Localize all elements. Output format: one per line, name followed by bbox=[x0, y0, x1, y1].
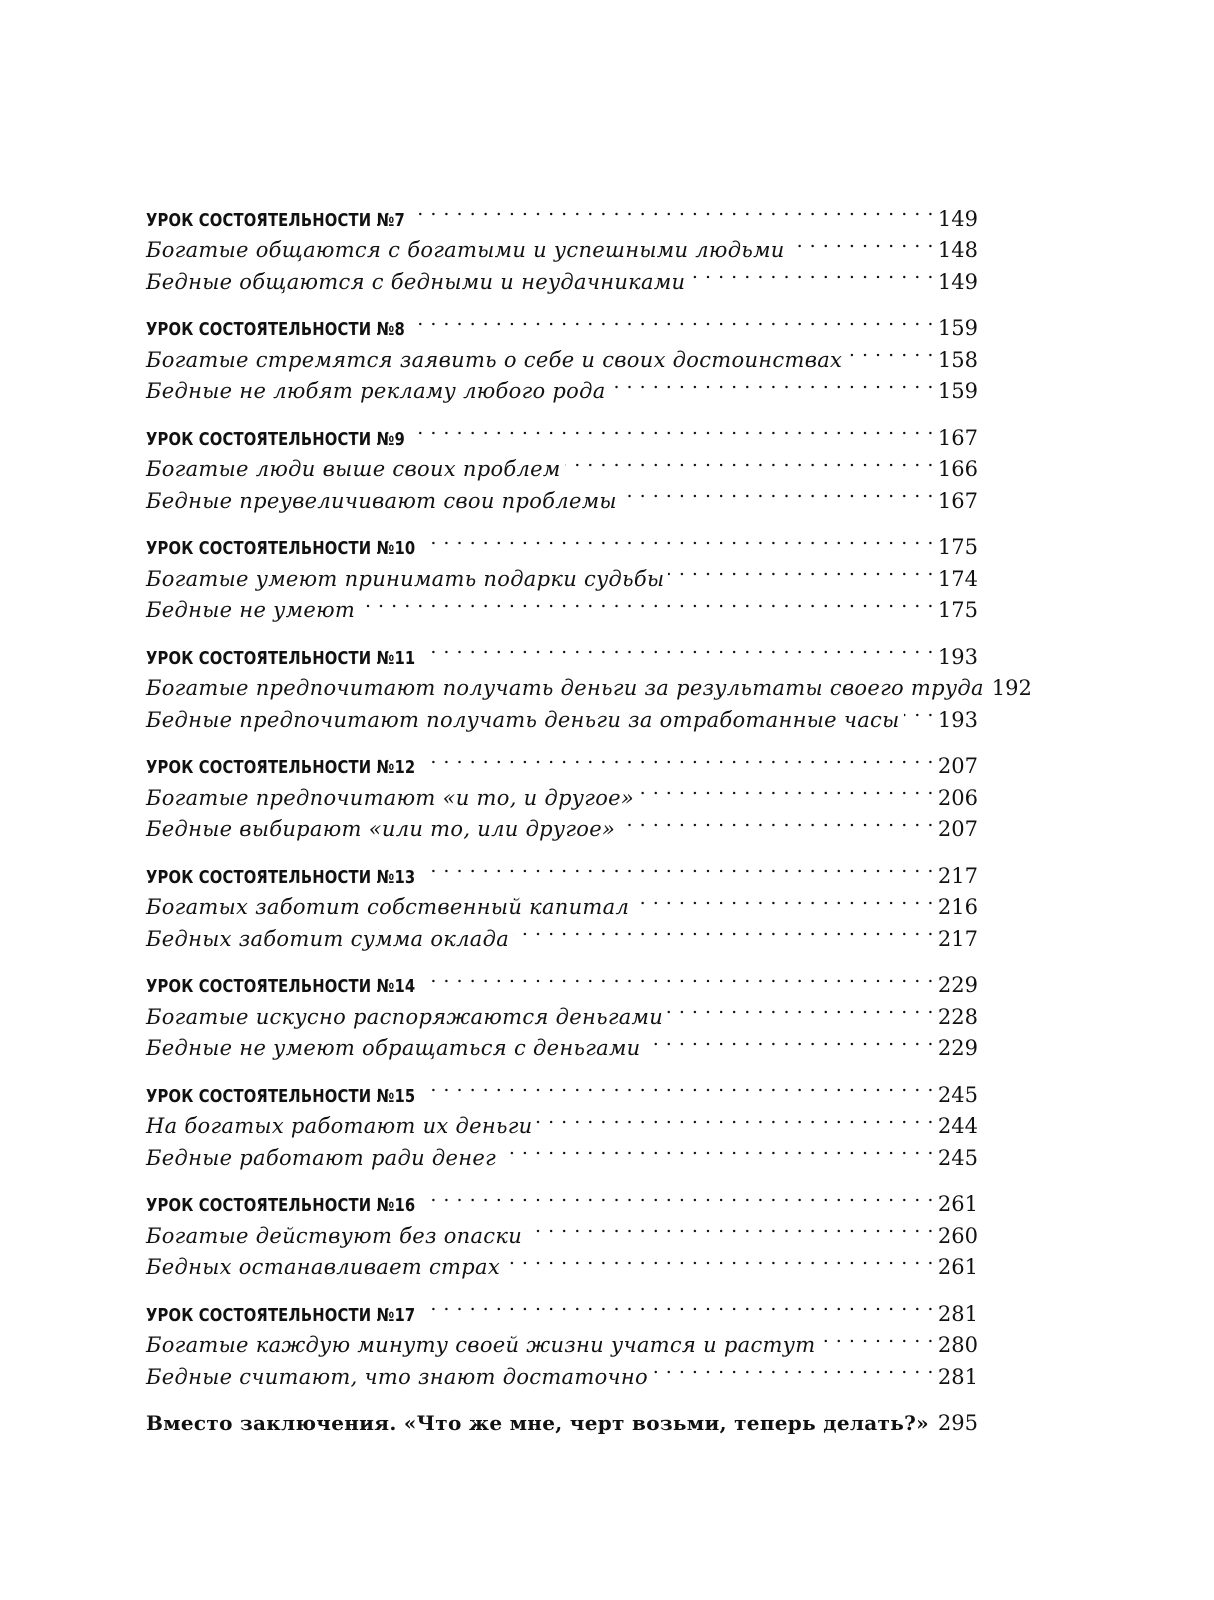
toc-page-number: 244 bbox=[937, 1114, 978, 1138]
toc-page-number: 193 bbox=[937, 644, 978, 669]
toc-page-number: 216 bbox=[937, 895, 978, 919]
toc-section bbox=[146, 413, 978, 513]
toc-entry-title: УРОК СОСТОЯТЕЛЬНОСТИ №11 bbox=[146, 647, 416, 669]
toc-final-entry bbox=[146, 1399, 978, 1435]
toc-page-number: 167 bbox=[937, 488, 978, 513]
dot-leader bbox=[428, 523, 933, 555]
toc-entry-title: Богатые стремятся заявить о себе и своих достоинствах bbox=[146, 347, 843, 372]
dot-leader bbox=[652, 1352, 934, 1384]
toc-lesson-heading bbox=[146, 1289, 978, 1326]
toc-entry-title: УРОК СОСТОЯТЕЛЬНОСТИ №15 bbox=[146, 1085, 416, 1107]
toc-entry-title: На богатых работают их деньги bbox=[146, 1114, 533, 1138]
toc-section bbox=[146, 742, 978, 841]
toc-entry-title: Вместо заключения. «Что же мне, черт возьми, теперь делать?» bbox=[146, 1411, 929, 1435]
toc-page-number: 281 bbox=[937, 1301, 978, 1326]
toc-entry-title: Богатые каждую минуту своей жизни учатся и растут bbox=[146, 1333, 816, 1357]
toc-page-number: 193 bbox=[937, 707, 978, 732]
dot-leader bbox=[500, 1133, 934, 1165]
toc-section bbox=[146, 632, 1032, 732]
dot-leader bbox=[610, 367, 934, 399]
toc-entry-title: Бедные не умеют обращаться с деньгами bbox=[146, 1036, 641, 1060]
toc-page-number: 148 bbox=[937, 238, 978, 262]
toc-lesson-heading bbox=[146, 851, 978, 888]
dot-leader bbox=[621, 476, 934, 508]
toc-page-number: 175 bbox=[937, 598, 978, 622]
toc-section bbox=[146, 1070, 978, 1170]
toc-entry-title: УРОК СОСТОЯТЕЛЬНОСТИ №13 bbox=[146, 866, 416, 888]
toc-entry-title: Богатых заботит собственный капитал bbox=[146, 895, 630, 919]
toc-page-number: 217 bbox=[937, 863, 978, 888]
toc-entry-title: УРОК СОСТОЯТЕЛЬНОСТИ №8 bbox=[146, 319, 405, 340]
toc-page-number: 261 bbox=[937, 1192, 978, 1216]
dot-leader bbox=[565, 445, 934, 477]
toc-entry-title: Богатые действуют без опаски bbox=[146, 1223, 523, 1248]
toc-section bbox=[146, 961, 978, 1060]
toc-page-number: 245 bbox=[937, 1082, 978, 1107]
toc-entry-title: Богатые искусно распоряжаются деньгами bbox=[146, 1004, 664, 1029]
toc-page-number: 229 bbox=[937, 1036, 978, 1060]
toc-entry-title: УРОК СОСТОЯТЕЛЬНОСТИ №16 bbox=[146, 1195, 416, 1216]
toc-entry-title: УРОК СОСТОЯТЕЛЬНОСТИ №10 bbox=[146, 538, 416, 559]
dot-leader bbox=[619, 805, 934, 837]
toc-entry-title: Богатые предпочитают «и то, и другое» bbox=[146, 785, 635, 810]
dot-leader bbox=[428, 742, 933, 774]
dot-leader bbox=[428, 1070, 933, 1102]
toc-lesson-heading bbox=[146, 194, 978, 231]
dot-leader bbox=[428, 1180, 933, 1212]
dot-leader bbox=[526, 1211, 934, 1243]
toc-page-number: 217 bbox=[937, 926, 978, 951]
toc-entry-title: Богатые люди выше своих проблем bbox=[146, 457, 561, 481]
dot-leader bbox=[428, 851, 933, 883]
toc-section bbox=[146, 1289, 978, 1389]
toc-entry-title: УРОК СОСТОЯТЕЛЬНОСТИ №12 bbox=[146, 757, 416, 778]
dot-leader bbox=[819, 1321, 933, 1353]
toc-page-number: 206 bbox=[937, 785, 978, 810]
toc-page-number: 295 bbox=[937, 1411, 978, 1435]
toc-entry-title: Богатые предпочитают получать деньги за результаты своего труда bbox=[146, 676, 984, 700]
toc-entry-title: Богатые умеют принимать подарки судьбы bbox=[146, 566, 665, 591]
toc-page-number: 207 bbox=[937, 754, 978, 778]
toc-entry-title: Бедных останавливает страх bbox=[146, 1255, 500, 1279]
toc-lesson-heading bbox=[146, 1180, 978, 1216]
toc-lesson-heading bbox=[146, 961, 978, 997]
dot-leader bbox=[904, 695, 934, 727]
toc-section bbox=[146, 851, 978, 951]
toc-lesson-heading bbox=[146, 523, 978, 559]
toc-page-number: 260 bbox=[937, 1223, 978, 1248]
toc-page-number: 158 bbox=[937, 347, 978, 372]
dot-leader bbox=[513, 914, 934, 946]
dot-leader bbox=[846, 335, 934, 367]
dot-leader bbox=[428, 961, 933, 993]
toc-page-number: 207 bbox=[937, 817, 978, 841]
toc-entry-title: Бедные преувеличивают свои проблемы bbox=[146, 488, 617, 513]
toc-lesson-heading bbox=[146, 413, 978, 450]
dot-leader bbox=[416, 194, 934, 226]
dot-leader bbox=[789, 226, 934, 258]
dot-leader bbox=[633, 883, 934, 915]
toc-lesson-heading bbox=[146, 742, 978, 778]
toc-section bbox=[146, 304, 978, 403]
dot-leader bbox=[689, 257, 934, 289]
toc-entry-title: Бедные считают, что знают достаточно bbox=[146, 1364, 648, 1389]
toc-page-number: 261 bbox=[937, 1255, 978, 1279]
toc-entry-title: Бедные предпочитают получать деньги за отработанные часы bbox=[146, 707, 900, 732]
toc-page-number: 175 bbox=[937, 535, 978, 559]
toc-page-number: 174 bbox=[937, 566, 978, 591]
toc-entry-title: Богатые общаются с богатыми и успешными людьми bbox=[146, 238, 785, 262]
dot-leader bbox=[638, 773, 934, 805]
toc-page-number: 228 bbox=[937, 1004, 978, 1029]
toc-page-number: 281 bbox=[937, 1364, 978, 1389]
toc-page-number: 167 bbox=[937, 425, 978, 450]
dot-leader bbox=[668, 554, 933, 586]
dot-leader bbox=[504, 1243, 934, 1275]
toc-lesson-heading bbox=[146, 632, 978, 669]
toc-page-number: 159 bbox=[937, 316, 978, 340]
dot-leader bbox=[428, 1289, 933, 1321]
dot-leader bbox=[428, 632, 933, 664]
dot-leader bbox=[359, 586, 934, 618]
toc-section bbox=[146, 523, 978, 622]
toc-page-number: 229 bbox=[937, 973, 978, 997]
toc-section bbox=[146, 194, 978, 294]
toc-entry-title: Бедные общаются с бедными и неудачниками bbox=[146, 269, 686, 294]
toc-lesson-heading bbox=[146, 1070, 978, 1107]
toc-entry-title: Бедных заботит сумма оклада bbox=[146, 926, 510, 951]
toc-lesson-heading bbox=[146, 304, 978, 340]
toc-entry-title: УРОК СОСТОЯТЕЛЬНОСТИ №7 bbox=[146, 209, 405, 231]
toc-page-number: 159 bbox=[937, 379, 978, 403]
toc-entry-title: УРОК СОСТОЯТЕЛЬНОСТИ №17 bbox=[146, 1304, 416, 1326]
dot-leader bbox=[667, 992, 934, 1024]
table-of-contents bbox=[146, 194, 1032, 1435]
toc-page-number: 149 bbox=[937, 206, 978, 231]
toc-entry-title: УРОК СОСТОЯТЕЛЬНОСТИ №9 bbox=[146, 428, 405, 450]
dot-leader bbox=[645, 1024, 934, 1056]
toc-entry-title: Бедные выбирают «или то, или другое» bbox=[146, 817, 616, 841]
toc-page-number: 245 bbox=[937, 1145, 978, 1170]
toc-entry-title: Бедные не любят рекламу любого рода bbox=[146, 379, 606, 403]
dot-leader bbox=[416, 413, 934, 445]
toc-page-number: 192 bbox=[991, 676, 1032, 700]
toc-page-number: 166 bbox=[937, 457, 978, 481]
toc-page-number: 280 bbox=[937, 1333, 978, 1357]
toc-entry-title: Бедные не умеют bbox=[146, 598, 356, 622]
toc-page-number: 149 bbox=[937, 269, 978, 294]
toc-entry-title: Бедные работают ради денег bbox=[146, 1145, 497, 1170]
dot-leader bbox=[416, 304, 934, 336]
dot-leader bbox=[536, 1102, 933, 1134]
toc-section bbox=[146, 1180, 978, 1279]
toc-entry-title: УРОК СОСТОЯТЕЛЬНОСТИ №14 bbox=[146, 976, 416, 997]
dot-leader bbox=[933, 1399, 934, 1431]
